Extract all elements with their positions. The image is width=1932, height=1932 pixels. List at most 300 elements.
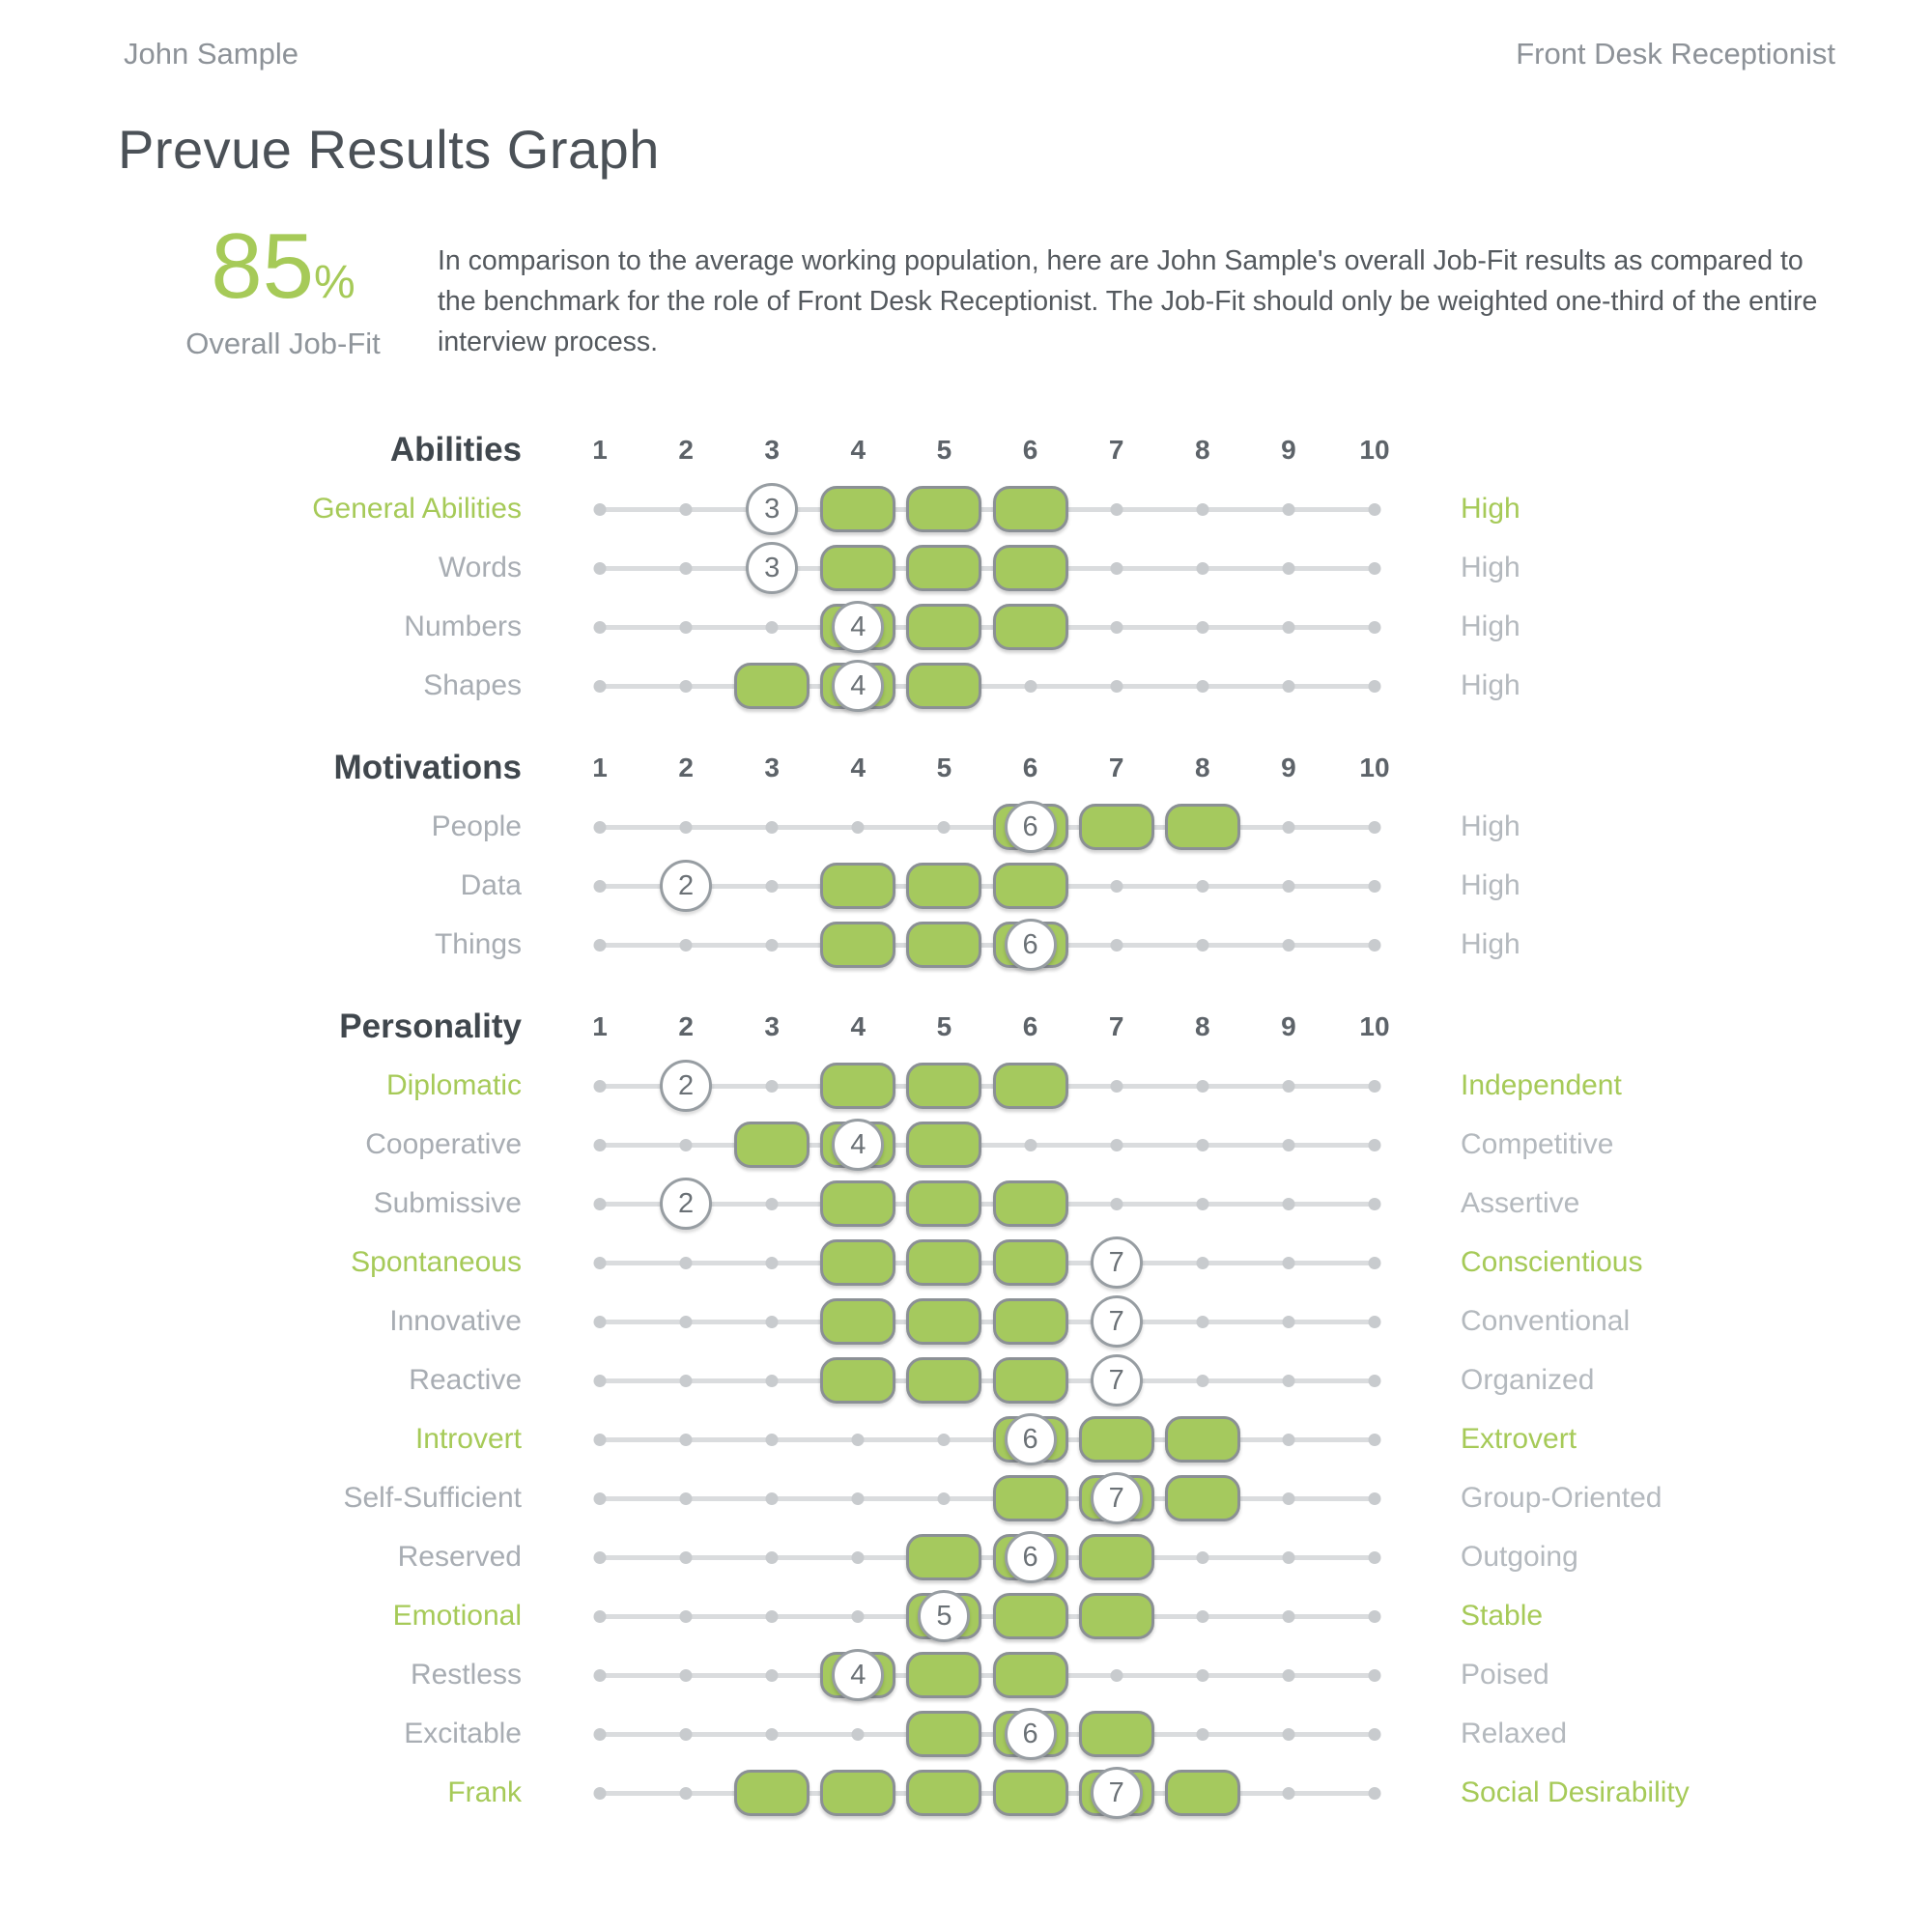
score-marker: 7: [1091, 1236, 1143, 1289]
tick-label: 2: [678, 435, 694, 465]
scale-dot: [680, 1375, 693, 1387]
benchmark-pill: [820, 486, 895, 532]
tick-label: 5: [936, 753, 952, 782]
scale-track-line: [598, 566, 1377, 571]
benchmark-pill: [820, 545, 895, 591]
tick-label: 3: [764, 753, 781, 782]
page-title: Prevue Results Graph: [118, 119, 660, 180]
row-right-label: High: [1461, 669, 1520, 701]
score-marker: 7: [1091, 1767, 1143, 1819]
scale-dot: [852, 1551, 865, 1564]
benchmark-pill: [906, 663, 981, 709]
scale-dot: [1282, 1316, 1294, 1328]
scale-dot: [766, 1316, 779, 1328]
tick-label: 10: [1359, 753, 1390, 782]
row-right-label: High: [1461, 810, 1520, 842]
scale-track-line: [598, 507, 1377, 512]
row-track: [600, 797, 1375, 857]
score-marker: 3: [746, 483, 798, 535]
section-header-row: [0, 738, 1932, 798]
row-left-label: Introvert: [414, 1423, 522, 1455]
score-marker: 4: [832, 1119, 884, 1171]
section-title: Abilities: [389, 431, 522, 469]
chart-row: [0, 1174, 1932, 1234]
scale-dot: [594, 1610, 607, 1623]
scale-dot: [1369, 562, 1381, 575]
percent-sign: %: [314, 257, 355, 308]
benchmark-pill: [993, 1063, 1068, 1109]
scale-dot: [938, 1434, 951, 1446]
chart-row: [0, 1468, 1932, 1528]
scale-dot: [680, 1610, 693, 1623]
score-marker: 3: [746, 542, 798, 594]
row-track: [600, 1645, 1375, 1705]
tick-label: 7: [1108, 435, 1124, 465]
scale-dot: [1196, 562, 1208, 575]
chart-row: [0, 856, 1932, 916]
benchmark-pill: [906, 1711, 981, 1757]
tick-label: 3: [764, 435, 781, 465]
scale-dot: [766, 939, 779, 952]
scale-dot: [1282, 1198, 1294, 1210]
benchmark-pill: [1079, 804, 1154, 850]
scale-dot: [1282, 503, 1294, 516]
jobfit-score-value: 85: [211, 214, 315, 318]
row-right-label: Competitive: [1461, 1128, 1614, 1160]
benchmark-pill: [1165, 1416, 1240, 1463]
scale-dot: [594, 503, 607, 516]
benchmark-pill: [993, 1298, 1068, 1345]
scale-dot: [680, 562, 693, 575]
row-track: [600, 915, 1375, 975]
scale-dot: [594, 939, 607, 952]
scale-dot: [1369, 1198, 1381, 1210]
scale-dot: [680, 1669, 693, 1682]
scale-dot: [1369, 939, 1381, 952]
benchmark-pill: [820, 1180, 895, 1227]
row-left-label: Reactive: [409, 1364, 522, 1396]
chart-row: [0, 538, 1932, 598]
benchmark-pill: [1165, 1770, 1240, 1816]
scale-dot: [594, 1669, 607, 1682]
chart-row: [0, 1645, 1932, 1705]
row-left-label: Spontaneous: [351, 1246, 522, 1278]
tick-label: 9: [1281, 753, 1296, 782]
scale-dot: [1196, 1139, 1208, 1151]
benchmark-pill: [734, 1122, 810, 1168]
scale-dot: [1024, 680, 1037, 693]
scale-dot: [1282, 1375, 1294, 1387]
scale-tick-row: [592, 738, 1390, 798]
scale-dot: [1282, 1257, 1294, 1269]
row-right-label: Outgoing: [1461, 1541, 1578, 1573]
scale-dot: [1369, 821, 1381, 834]
position-title: Front Desk Receptionist: [1516, 37, 1835, 71]
scale-dot: [766, 1434, 779, 1446]
tick-label: 2: [678, 753, 694, 782]
scale-track-line: [598, 1614, 1377, 1619]
scale-dot: [766, 821, 779, 834]
scale-track-line: [598, 1555, 1377, 1560]
scale-dot: [766, 1669, 779, 1682]
benchmark-pill: [820, 1063, 895, 1109]
score-marker: 6: [1005, 1531, 1057, 1583]
scale-dot: [1369, 1316, 1381, 1328]
scale-dot: [766, 1375, 779, 1387]
benchmark-pill: [734, 1770, 810, 1816]
scale-dot: [1196, 1375, 1208, 1387]
tick-label: 7: [1108, 753, 1124, 782]
benchmark-pill: [906, 1357, 981, 1404]
row-track: [600, 1056, 1375, 1116]
tick-label: 10: [1359, 435, 1390, 465]
score-marker: 4: [832, 601, 884, 653]
row-right-label: High: [1461, 493, 1520, 525]
row-track: [600, 1704, 1375, 1764]
scale-dot: [938, 821, 951, 834]
tick-label: 1: [592, 435, 608, 465]
row-left-label: People: [431, 810, 522, 842]
scale-dot: [1282, 1610, 1294, 1623]
benchmark-pill: [1079, 1416, 1154, 1463]
row-right-label: Social Desirability: [1461, 1776, 1690, 1808]
benchmark-pill: [906, 1063, 981, 1109]
chart-row: [0, 1350, 1932, 1410]
scale-dot: [680, 939, 693, 952]
benchmark-pill: [993, 1180, 1068, 1227]
scale-dot: [1196, 880, 1208, 893]
scale-dot: [1282, 680, 1294, 693]
score-marker: 7: [1091, 1354, 1143, 1406]
scale-dot: [1110, 1669, 1122, 1682]
benchmark-pill: [820, 1357, 895, 1404]
scale-track-line: [598, 1437, 1377, 1442]
row-left-label: Frank: [447, 1776, 522, 1808]
score-marker: 2: [660, 860, 712, 912]
scale-dot: [594, 621, 607, 634]
tick-label: 4: [850, 753, 867, 782]
scale-dot: [594, 1728, 607, 1741]
row-track: [600, 1527, 1375, 1587]
benchmark-pill: [906, 545, 981, 591]
scale-dot: [594, 1257, 607, 1269]
scale-dot: [1369, 1551, 1381, 1564]
row-track: [600, 538, 1375, 598]
scale-dot: [594, 1492, 607, 1505]
tick-label: 5: [936, 435, 952, 465]
jobfit-caption: Overall Job-Fit: [185, 327, 381, 360]
row-left-label: Restless: [410, 1659, 522, 1690]
row-track: [600, 1350, 1375, 1410]
row-right-label: Organized: [1461, 1364, 1595, 1396]
row-track: [600, 1174, 1375, 1234]
chart-row: [0, 1115, 1932, 1175]
scale-dot: [1282, 1139, 1294, 1151]
scale-track-line: [598, 1791, 1377, 1796]
scale-dot: [1282, 880, 1294, 893]
benchmark-pill: [906, 1298, 981, 1345]
scale-dot: [766, 1492, 779, 1505]
scale-dot: [680, 621, 693, 634]
scale-dot: [680, 1728, 693, 1741]
scale-dot: [594, 821, 607, 834]
scale-dot: [1282, 1728, 1294, 1741]
scale-dot: [938, 1492, 951, 1505]
scale-dot: [1196, 1728, 1208, 1741]
benchmark-pill: [1165, 804, 1240, 850]
score-marker: 2: [660, 1060, 712, 1112]
row-left-label: Data: [460, 869, 522, 901]
tick-label: 3: [764, 1011, 781, 1041]
scale-dot: [766, 1728, 779, 1741]
scale-dot: [1110, 503, 1122, 516]
benchmark-pill: [820, 1239, 895, 1286]
scale-tick-row: [592, 420, 1390, 480]
row-right-label: High: [1461, 869, 1520, 901]
scale-dot: [1196, 1551, 1208, 1564]
scale-dot: [1282, 1080, 1294, 1093]
row-left-label: Emotional: [392, 1600, 522, 1632]
scale-dot: [1196, 621, 1208, 634]
row-track: [600, 1233, 1375, 1293]
row-right-label: High: [1461, 552, 1520, 583]
scale-dot: [594, 1198, 607, 1210]
scale-dot: [1196, 1198, 1208, 1210]
chart-row: [0, 1409, 1932, 1469]
row-track: [600, 479, 1375, 539]
scale-dot: [1196, 1316, 1208, 1328]
scale-track-line: [598, 1084, 1377, 1089]
row-left-label: Submissive: [373, 1187, 522, 1219]
scale-dot: [1282, 939, 1294, 952]
row-left-label: Reserved: [397, 1541, 522, 1573]
scale-dot: [680, 1551, 693, 1564]
scale-dot: [1110, 621, 1122, 634]
row-track: [600, 1115, 1375, 1175]
benchmark-pill: [820, 922, 895, 968]
scale-dot: [766, 1080, 779, 1093]
scale-dot: [1369, 1787, 1381, 1800]
tick-label: 8: [1194, 1011, 1210, 1041]
scale-track-line: [598, 1143, 1377, 1148]
scale-dot: [766, 880, 779, 893]
row-right-label: Conscientious: [1461, 1246, 1643, 1278]
score-marker: 6: [1005, 919, 1057, 971]
tick-label: 1: [592, 753, 608, 782]
benchmark-pill: [993, 604, 1068, 650]
scale-dot: [1369, 1139, 1381, 1151]
score-marker: 4: [832, 660, 884, 712]
score-marker: 7: [1091, 1295, 1143, 1348]
benchmark-pill: [993, 1475, 1068, 1521]
chart-row: [0, 1586, 1932, 1646]
tick-label: 4: [850, 1011, 867, 1041]
chart-row: [0, 797, 1932, 857]
scale-dot: [1369, 1434, 1381, 1446]
row-right-label: Group-Oriented: [1461, 1482, 1662, 1514]
tick-label: 8: [1194, 753, 1210, 782]
scale-dot: [680, 503, 693, 516]
scale-dot: [766, 1198, 779, 1210]
scale-dot: [1369, 680, 1381, 693]
scale-dot: [766, 1257, 779, 1269]
scale-dot: [680, 1257, 693, 1269]
score-marker: 6: [1005, 801, 1057, 853]
scale-dot: [1282, 1787, 1294, 1800]
scale-track-line: [598, 884, 1377, 889]
tick-label: 9: [1281, 1011, 1296, 1041]
scale-dot: [594, 680, 607, 693]
benchmark-pill: [820, 1298, 895, 1345]
row-right-label: Independent: [1461, 1069, 1622, 1101]
tick-label: 7: [1108, 1011, 1124, 1041]
scale-dot: [680, 821, 693, 834]
scale-dot: [766, 621, 779, 634]
scale-track-line: [598, 1496, 1377, 1501]
benchmark-pill: [993, 1770, 1068, 1816]
scale-dot: [1196, 503, 1208, 516]
scale-dot: [594, 1375, 607, 1387]
scale-dot: [594, 1316, 607, 1328]
scale-dot: [1282, 1492, 1294, 1505]
scale-dot: [594, 1551, 607, 1564]
benchmark-pill: [993, 1593, 1068, 1639]
scale-dot: [1369, 1257, 1381, 1269]
benchmark-pill: [1079, 1534, 1154, 1580]
row-track: [600, 856, 1375, 916]
section-header-row: [0, 420, 1932, 480]
scale-dot: [1369, 1080, 1381, 1093]
chart-row: [0, 1704, 1932, 1764]
benchmark-pill: [993, 545, 1068, 591]
benchmark-pill: [906, 1239, 981, 1286]
benchmark-pill: [734, 663, 810, 709]
chart-row: [0, 479, 1932, 539]
scale-dot: [680, 1787, 693, 1800]
benchmark-pill: [906, 1652, 981, 1698]
benchmark-pill: [820, 863, 895, 909]
row-right-label: Stable: [1461, 1600, 1544, 1632]
scale-dot: [1369, 503, 1381, 516]
scale-dot: [594, 562, 607, 575]
row-right-label: Assertive: [1461, 1187, 1580, 1219]
row-right-label: High: [1461, 611, 1520, 642]
benchmark-pill: [906, 1180, 981, 1227]
score-marker: 7: [1091, 1472, 1143, 1524]
chart-row: [0, 597, 1932, 657]
chart-row: [0, 656, 1932, 716]
row-left-label: Numbers: [404, 611, 522, 642]
tick-label: 6: [1022, 435, 1038, 465]
scale-dot: [1110, 1198, 1122, 1210]
chart-row: [0, 1527, 1932, 1587]
scale-dot: [1196, 1257, 1208, 1269]
tick-label: 10: [1359, 1011, 1390, 1041]
scale-dot: [1369, 1492, 1381, 1505]
row-left-label: Diplomatic: [385, 1069, 522, 1101]
tick-label: 8: [1194, 435, 1210, 465]
tick-label: 4: [850, 435, 867, 465]
scale-dot: [680, 680, 693, 693]
scale-track-line: [598, 1673, 1377, 1678]
scale-dot: [766, 1551, 779, 1564]
scale-dot: [1024, 1139, 1037, 1151]
scale-dot: [1110, 680, 1122, 693]
benchmark-pill: [906, 1122, 981, 1168]
scale-track-line: [598, 1261, 1377, 1265]
row-track: [600, 1763, 1375, 1823]
benchmark-pill: [906, 863, 981, 909]
scale-track-line: [598, 1202, 1377, 1207]
benchmark-pill: [993, 1239, 1068, 1286]
score-marker: 4: [832, 1649, 884, 1701]
scale-dot: [1110, 880, 1122, 893]
benchmark-pill: [906, 486, 981, 532]
benchmark-pill: [1079, 1711, 1154, 1757]
tick-label: 6: [1022, 753, 1038, 782]
benchmark-pill: [993, 1357, 1068, 1404]
scale-dot: [680, 1434, 693, 1446]
benchmark-pill: [993, 486, 1068, 532]
row-left-label: Shapes: [423, 669, 522, 701]
chart-row: [0, 1233, 1932, 1293]
scale-dot: [1196, 1669, 1208, 1682]
tick-label: 1: [592, 1011, 608, 1041]
scale-dot: [1369, 621, 1381, 634]
chart-row: [0, 1763, 1932, 1823]
section-title: Personality: [339, 1008, 522, 1045]
scale-dot: [1282, 821, 1294, 834]
scale-tick-row: [592, 997, 1390, 1057]
row-right-label: Poised: [1461, 1659, 1549, 1690]
row-left-label: Cooperative: [365, 1128, 522, 1160]
scale-dot: [1369, 1375, 1381, 1387]
scale-dot: [766, 1610, 779, 1623]
section-header-row: [0, 997, 1932, 1057]
scale-track-line: [598, 943, 1377, 948]
benchmark-pill: [993, 1652, 1068, 1698]
scale-dot: [1282, 1551, 1294, 1564]
scale-dot: [852, 1610, 865, 1623]
section-title: Motivations: [333, 749, 522, 786]
scale-dot: [1110, 939, 1122, 952]
scale-dot: [852, 1728, 865, 1741]
scale-track-line: [598, 1732, 1377, 1737]
scale-dot: [680, 1492, 693, 1505]
scale-dot: [1282, 621, 1294, 634]
scale-dot: [1369, 1610, 1381, 1623]
scale-dot: [1369, 880, 1381, 893]
benchmark-pill: [993, 863, 1068, 909]
score-marker: 6: [1005, 1413, 1057, 1465]
scale-dot: [594, 1787, 607, 1800]
chart-row: [0, 1056, 1932, 1116]
benchmark-pill: [906, 1534, 981, 1580]
scale-dot: [1282, 1669, 1294, 1682]
row-track: [600, 1586, 1375, 1646]
row-left-label: Innovative: [389, 1305, 522, 1337]
benchmark-pill: [906, 1770, 981, 1816]
scale-dot: [852, 821, 865, 834]
benchmark-pill: [1079, 1593, 1154, 1639]
row-right-label: Relaxed: [1461, 1718, 1568, 1749]
row-left-label: Things: [434, 928, 522, 960]
row-track: [600, 1409, 1375, 1469]
row-left-label: Excitable: [404, 1718, 522, 1749]
scale-dot: [1110, 1139, 1122, 1151]
scale-track-line: [598, 684, 1377, 689]
row-right-label: Extrovert: [1461, 1423, 1577, 1455]
